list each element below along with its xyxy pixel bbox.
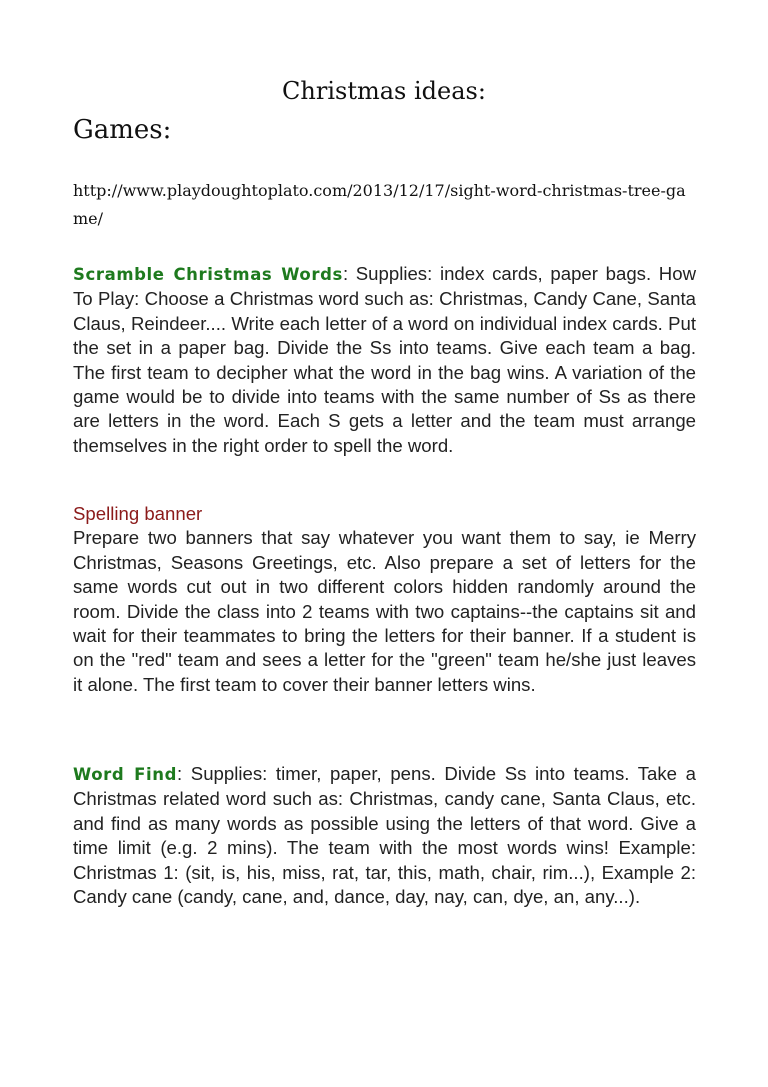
- section-body-spelling-banner: Prepare two banners that say whatever you want them to say, ie Merry Christmas, Seasons Greetings, etc. Also prepare a set of letters for the same words cut out in two different colors hidden randomly around the room. Divide the class into 2 teams with two captains--the captains sit and wait for their teammates to bring the letters for their banner. If a student is on the "red" team and sees a letter for the "green" team he/she just leaves it alone. The first team to cover their banner letters wins.: [73, 527, 696, 695]
- document-title: Christmas ideas:: [282, 77, 486, 105]
- section-scramble-christmas-words: [73, 262, 696, 458]
- section-word-find: [73, 762, 696, 909]
- section-title-scramble: Scramble Christmas Words: [73, 265, 343, 284]
- game-link[interactable]: http://www.playdoughtoplato.com/2013/12/17/sight-word-christmas-tree-game/: [73, 181, 686, 228]
- section-title-word-find: Word Find: [73, 765, 177, 784]
- section-body-scramble: : Supplies: index cards, paper bags. How To Play: Choose a Christmas word such as: Christmas, Candy Cane, Santa Claus, Reindeer.... Write each letter of a word on individual index cards. Put the set in a paper bag. Divide the Ss into teams. Give each team a bag. The first team to decipher what the word in the bag wins. A variation of the game would be to divide into teams with the same number of Ss as there are letters in the word. Each S gets a letter and the team must arrange themselves in the right order to spell the word.: [73, 263, 696, 456]
- section-body-word-find: : Supplies: timer, paper, pens. Divide Ss into teams. Take a Christmas related word such as: Christmas, candy cane, Santa Claus, etc. and find as many words as possible using the letters of that word. Give a time limit (e.g. 2 mins). The team with the most words wins! Example: Christmas 1: (sit, is, his, miss, rat, tar, this, math, chair, rim...), Example 2: Candy cane (candy, cane, and, dance, day, nay, can, dye, an, any...).: [73, 763, 696, 908]
- section-title-spelling-banner: Spelling banner: [73, 503, 203, 524]
- games-heading: Games:: [73, 115, 172, 145]
- section-spelling-banner: [73, 502, 696, 697]
